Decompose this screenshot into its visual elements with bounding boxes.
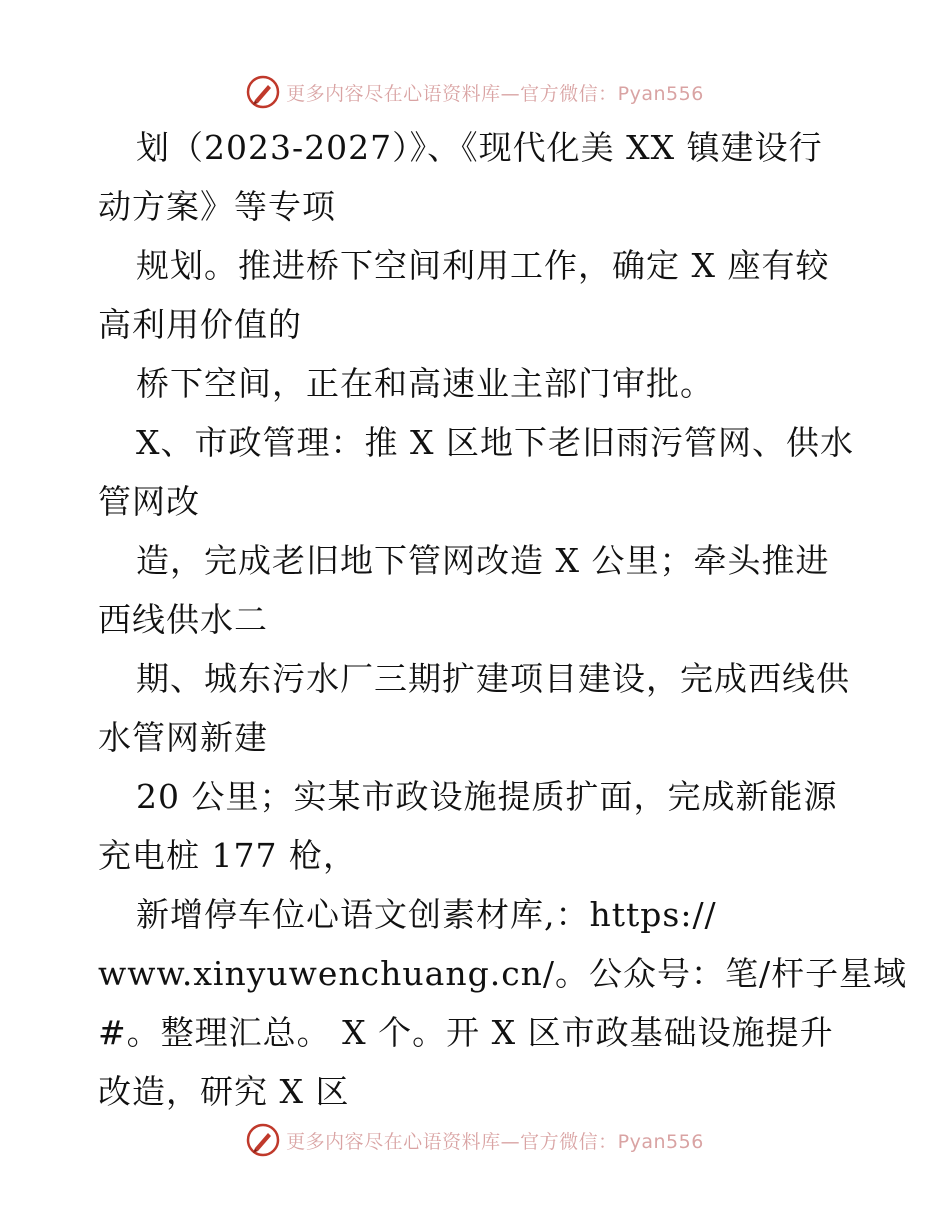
body-line: 规划。推进桥下空间利用工作，确定 X 座有较 — [136, 246, 830, 285]
header-banner — [0, 72, 950, 112]
header-banner-text: 更多内容尽在心语资料库—官方微信：Pyan556 — [286, 82, 704, 105]
body-line: #。整理汇总。 X 个。开 X 区市政基础设施提升 — [98, 1013, 834, 1052]
body-line: 造，完成老旧地下管网改造 X 公里；牵头推进 — [136, 541, 830, 580]
body-line: 充电桩 177 枪， — [98, 836, 357, 875]
body-line: 改造，研究 X 区 — [98, 1072, 350, 1111]
document-body — [98, 118, 908, 1121]
body-line: 西线供水二 — [98, 600, 268, 639]
pen-logo-icon — [246, 75, 280, 109]
body-line: 动方案》等专项 — [98, 187, 336, 226]
body-line: www.xinyuwenchuang.cn/。公众号：笔/杆子星域 — [98, 954, 908, 993]
footer-banner-text: 更多内容尽在心语资料库—官方微信：Pyan556 — [286, 1130, 704, 1153]
body-line: 20 公里；实某市政设施提质扩面，完成新能源 — [136, 777, 838, 816]
body-line: 管网改 — [98, 482, 200, 521]
footer-banner — [0, 1120, 950, 1160]
body-line: 新增停车位心语文创素材库,：https:// — [136, 895, 717, 934]
body-line: 期、城东污水厂三期扩建项目建设，完成西线供 — [136, 659, 850, 698]
body-line: X、市政管理：推 X 区地下老旧雨污管网、供水 — [136, 423, 854, 462]
body-line: 水管网新建 — [98, 718, 268, 757]
body-line: 划（2023-2027）》、《现代化美 XX 镇建设行 — [136, 128, 823, 167]
body-line: 桥下空间，正在和高速业主部门审批。 — [136, 364, 714, 403]
body-line: 高利用价值的 — [98, 305, 302, 344]
pen-logo-icon — [246, 1123, 280, 1157]
